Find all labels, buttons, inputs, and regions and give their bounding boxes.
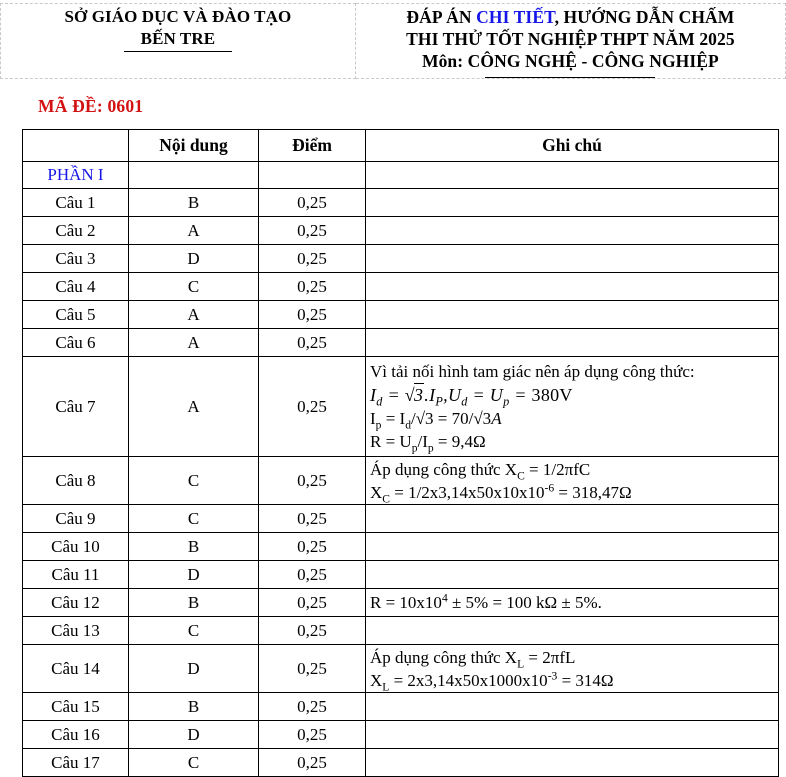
question-answer: A [129,301,259,329]
question-note [366,301,779,329]
answer-table-container [22,129,778,777]
answer-key-table [22,129,779,777]
question-score: 0,25 [259,749,366,777]
table-row [23,749,779,777]
question-score: 0,25 [259,589,366,617]
exam-name-line: THI THỬ TỐT NGHIỆP THPT NĂM 2025 [406,29,735,49]
question-score: 0,25 [259,533,366,561]
table-row [23,357,779,457]
answer-key-highlight: CHI TIẾT [476,7,555,27]
table-header-row [23,130,779,162]
question-number: Câu 13 [23,617,129,645]
note-formula-line: Áp dụng công thức $X_L = 2\pi fL$ [370,647,576,670]
department-name: SỞ GIÁO DỤC VÀ ĐÀO TẠO [64,7,292,26]
note-formula-line: $X_C = 1/2x3,14x50x10x10^{-6} = 318,47\Omega$ [370,480,632,505]
table-row [23,273,779,301]
question-answer: D [129,721,259,749]
question-score: 0,25 [259,693,366,721]
question-note [366,589,779,617]
question-answer: A [129,217,259,245]
question-note [366,749,779,777]
question-number: Câu 11 [23,561,129,589]
note-text-line: Vì tải nối hình tam giác nên áp dụng công thức: [370,362,695,381]
table-row [23,457,779,505]
question-answer: C [129,749,259,777]
column-header-score: Điểm [259,130,366,162]
exam-code: MÃ ĐỀ: 0601 [38,96,144,116]
question-number: Câu 9 [23,505,129,533]
question-note [366,329,779,357]
question-answer: A [129,357,259,457]
table-row [23,217,779,245]
question-answer: C [129,273,259,301]
column-header-content: Nội dung [129,130,259,162]
subject-underline [485,77,655,78]
question-score: 0,25 [259,721,366,749]
question-number: Câu 8 [23,457,129,505]
question-number: Câu 17 [23,749,129,777]
table-row [23,617,779,645]
document-header [0,3,786,79]
answer-key-title-line1 [356,6,785,28]
table-row [23,505,779,533]
question-score: 0,25 [259,245,366,273]
part-content-cell [129,162,259,189]
question-answer: C [129,457,259,505]
question-number: Câu 15 [23,693,129,721]
column-header-note: Ghi chú [366,130,779,162]
table-row [23,561,779,589]
question-score: 0,25 [259,457,366,505]
question-number: Câu 5 [23,301,129,329]
question-number: Câu 7 [23,357,129,457]
question-note [366,245,779,273]
question-note [366,357,779,457]
note-formula-line: $I_d = √3.I_P,U_d = U_p = 380V$ [370,385,573,409]
question-note [366,617,779,645]
note-formula-line: $X_L = 2x3,14x50x1000x10^{-3} = 314\Omega$ [370,668,614,693]
table-row [23,301,779,329]
note-formula-line: $I_p = I_d/√3 = 70/√3A$ [370,409,502,432]
header-left-cell [1,4,356,79]
table-row [23,589,779,617]
question-score: 0,25 [259,645,366,693]
question-answer: C [129,617,259,645]
question-answer: B [129,589,259,617]
table-row [23,693,779,721]
table-row [23,245,779,273]
question-note [366,273,779,301]
question-number: Câu 2 [23,217,129,245]
province-underline [124,51,232,52]
question-note [366,645,779,693]
question-score: 0,25 [259,505,366,533]
part-note-cell [366,162,779,189]
question-score: 0,25 [259,217,366,245]
note-formula-line: $R = 10x10^4 \pm 5\% = 100$ kΩ ± 5%. [370,591,602,612]
question-number: Câu 6 [23,329,129,357]
part-score-cell [259,162,366,189]
province-name: BẾN TRE [140,29,216,48]
question-answer: D [129,645,259,693]
question-note [366,533,779,561]
table-row [23,189,779,217]
table-row [23,721,779,749]
question-answer: B [129,189,259,217]
question-number: Câu 1 [23,189,129,217]
table-row [23,645,779,693]
question-number: Câu 12 [23,589,129,617]
question-note [366,505,779,533]
question-number: Câu 4 [23,273,129,301]
question-score: 0,25 [259,301,366,329]
note-formula-line: Áp dụng công thức $X_C = 1/2\pi fC$ [370,459,591,482]
question-answer: B [129,693,259,721]
question-score: 0,25 [259,189,366,217]
subject-line: Môn: CÔNG NGHỆ - CÔNG NGHIỆP [421,51,719,71]
header-right-cell [355,4,785,79]
question-note [366,693,779,721]
question-answer: B [129,533,259,561]
question-answer: C [129,505,259,533]
question-answer: D [129,245,259,273]
question-score: 0,25 [259,357,366,457]
part-row [23,162,779,189]
table-row [23,533,779,561]
question-answer: A [129,329,259,357]
question-note [366,217,779,245]
question-score: 0,25 [259,617,366,645]
question-score: 0,25 [259,273,366,301]
question-number: Câu 14 [23,645,129,693]
part-label: PHẦN I [23,162,129,189]
answer-key-suffix: , HƯỚNG DẪN CHẤM [554,7,735,27]
column-header-index [23,130,129,162]
question-number: Câu 16 [23,721,129,749]
question-number: Câu 10 [23,533,129,561]
question-number: Câu 3 [23,245,129,273]
question-note [366,189,779,217]
question-note [366,561,779,589]
question-score: 0,25 [259,329,366,357]
table-row [23,329,779,357]
note-formula-line: $R = U_p/I_p = 9,4\Omega$ [370,432,486,455]
answer-key-prefix: ĐÁP ÁN [406,7,477,27]
question-score: 0,25 [259,561,366,589]
question-note [366,721,779,749]
question-answer: D [129,561,259,589]
question-note [366,457,779,505]
